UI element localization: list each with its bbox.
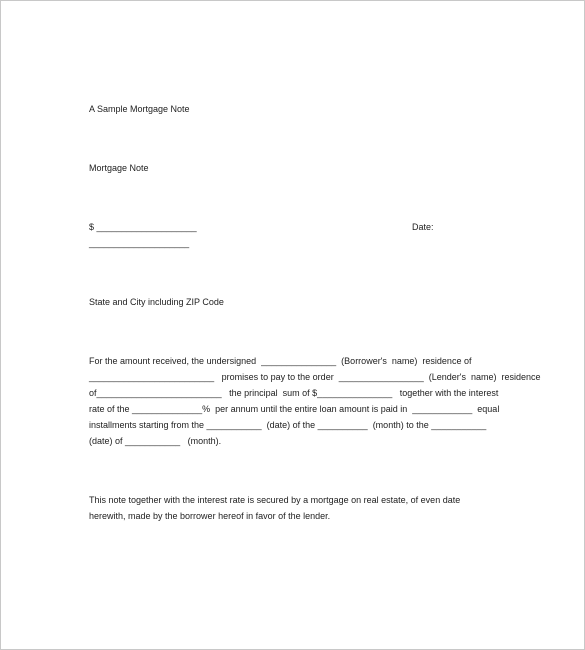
body-line: of_________________________ the principal sum of $_______________ together with the interest	[89, 388, 499, 398]
closing-paragraph	[89, 495, 501, 523]
date-blank: ____________________	[89, 238, 190, 248]
date-label: Date:	[412, 222, 434, 232]
closing-line: herewith, made by the borrower hereof in favor of the lender.	[89, 511, 331, 521]
amount-line: $ ____________________	[89, 222, 197, 232]
body-paragraph	[89, 356, 541, 448]
body-line: _________________________ promises to pay to the order _________________ (Lender's name) residence	[89, 372, 541, 382]
body-line: installments starting from the ___________ (date) of the __________ (month) to the ___________	[89, 420, 487, 430]
body-line: For the amount received, the undersigned _______________ (Borrower's name) residence of	[89, 356, 472, 366]
body-line: rate of the ______________% per annum until the entire loan amount is paid in ____________ equal	[89, 404, 500, 414]
document-subheading: Mortgage Note	[89, 163, 149, 173]
location-line: State and City including ZIP Code	[89, 297, 224, 307]
closing-line: This note together with the interest rate is secured by a mortgage on real estate, of even date	[89, 495, 461, 505]
body-line: (date) of ___________ (month).	[89, 436, 222, 446]
document-heading: A Sample Mortgage Note	[89, 104, 190, 114]
